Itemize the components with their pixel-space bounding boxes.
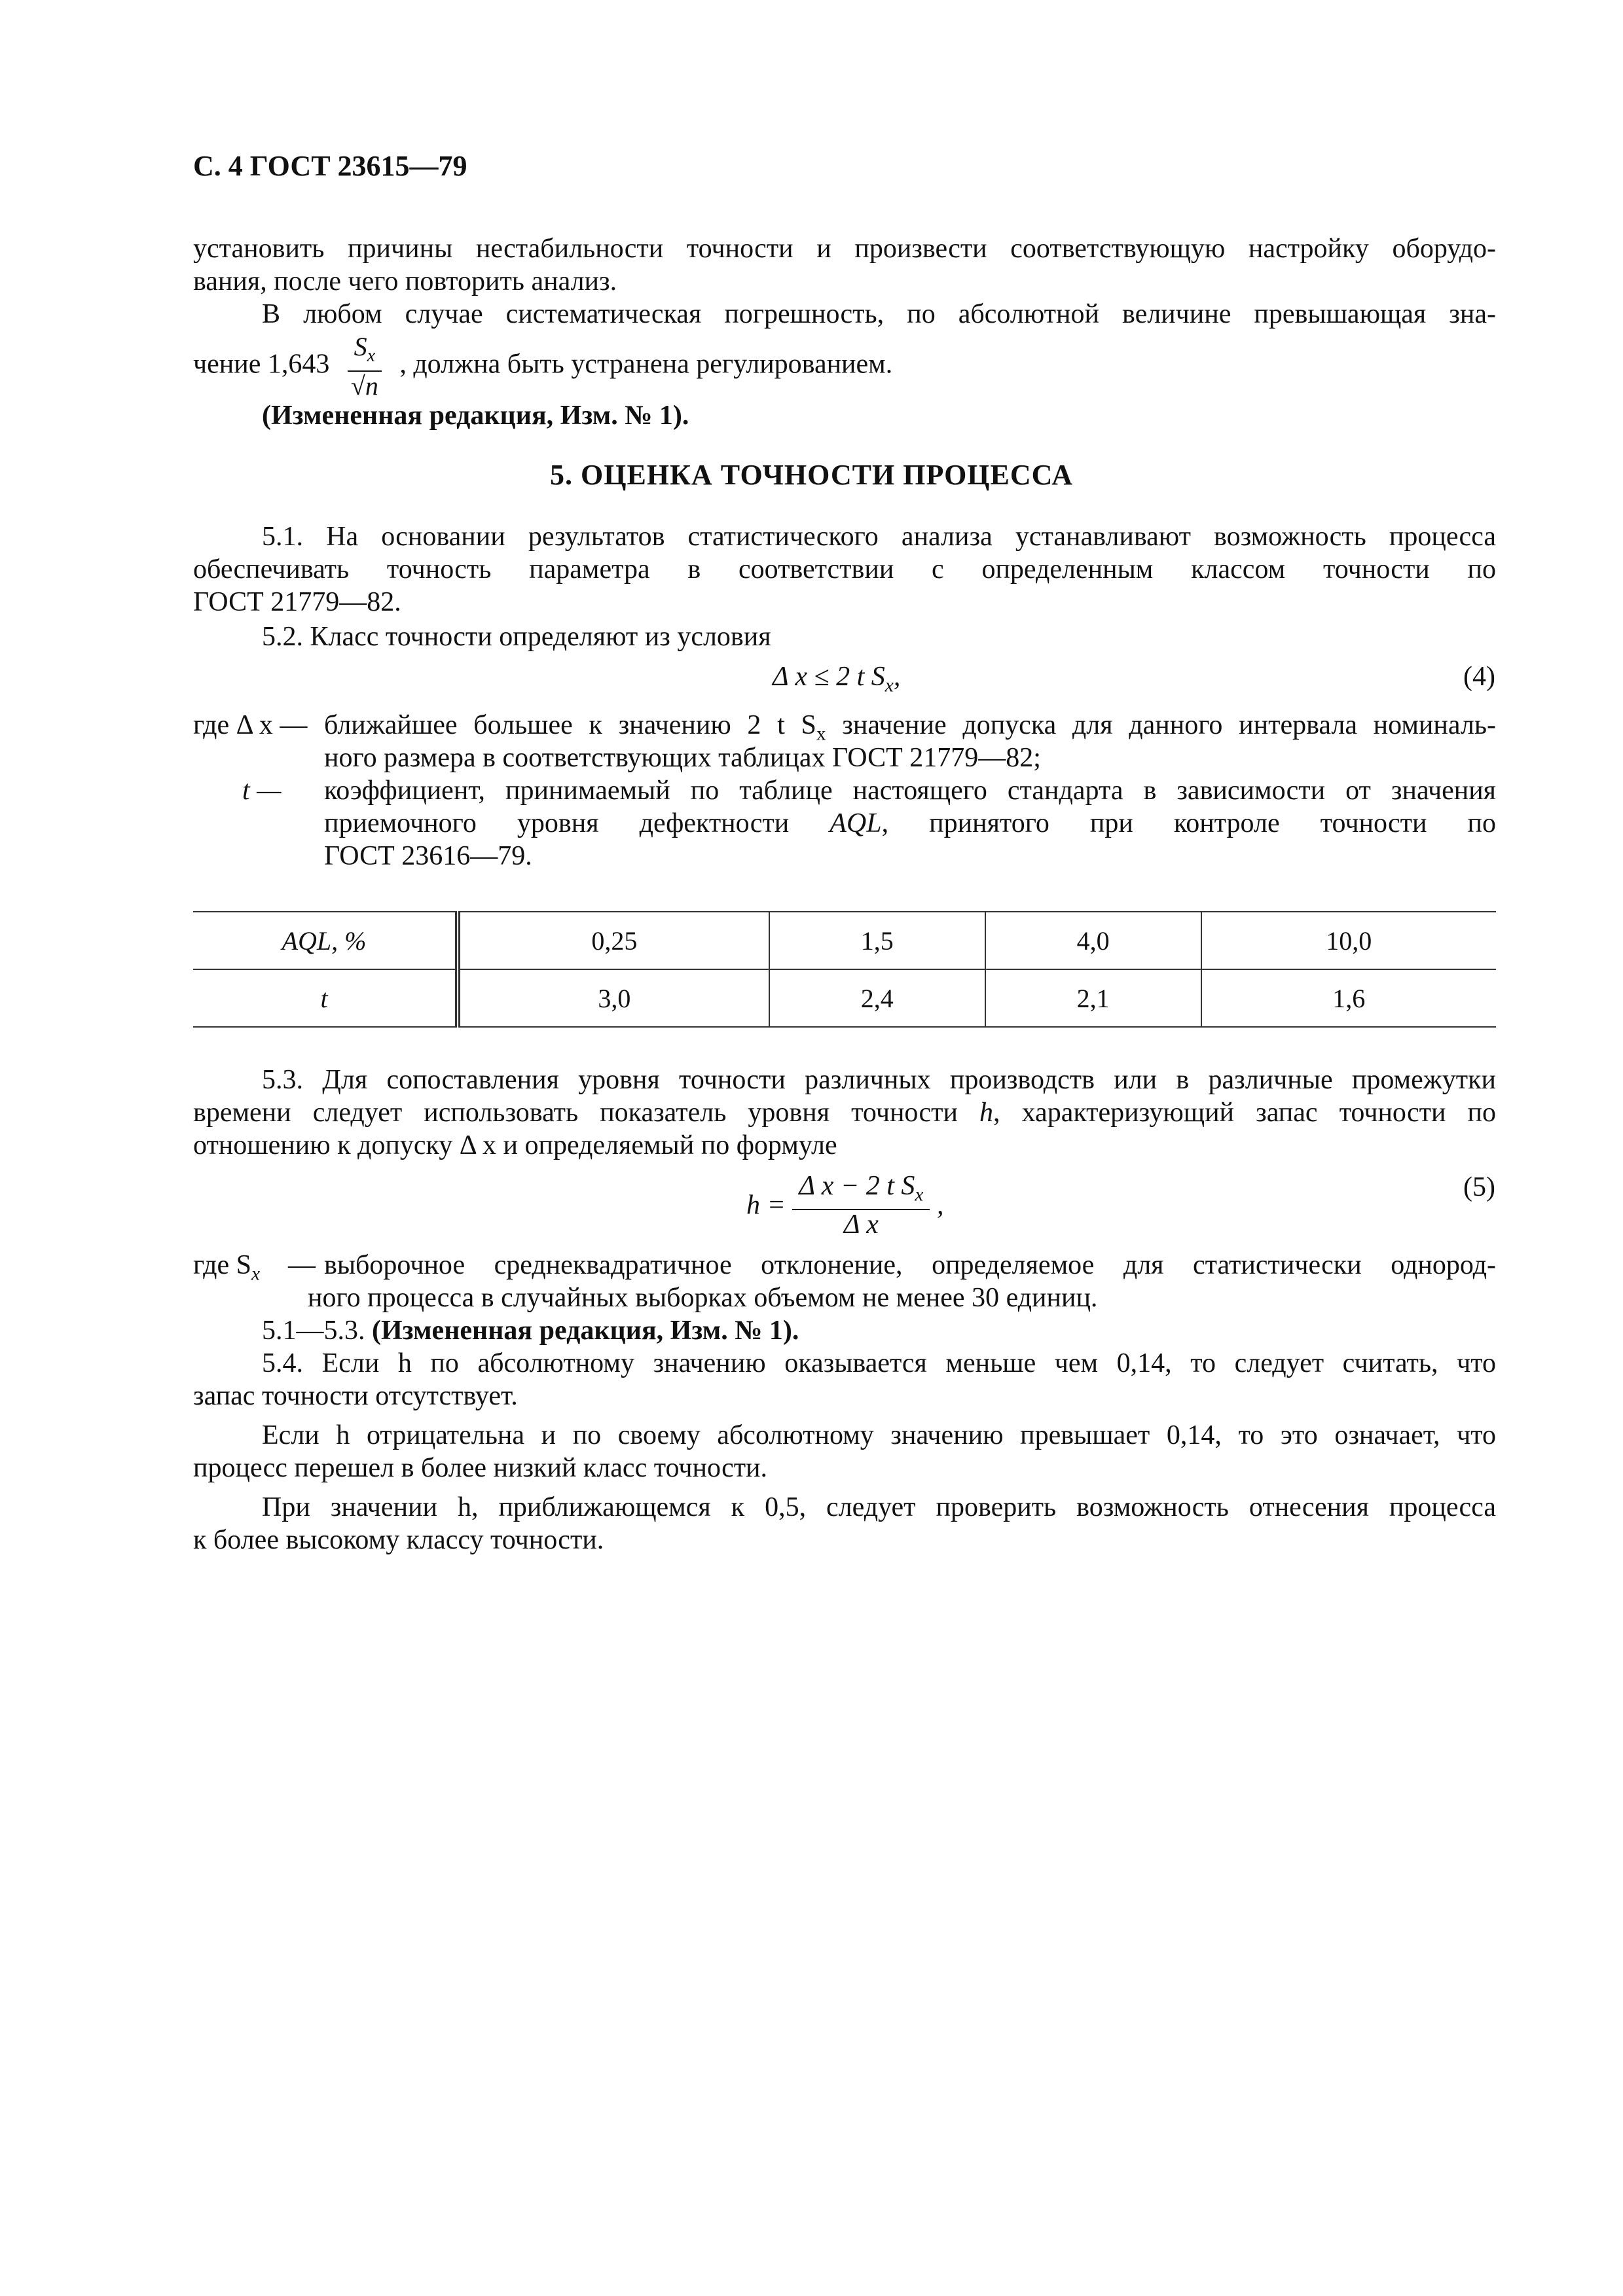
formula5-num-sub: x bbox=[915, 1184, 924, 1206]
para1-line1: установить причины нестабильности точности и произвести соответствующую настройку оборудо- bbox=[193, 234, 1496, 264]
para1-line2: вания, после чего повторить анализ. bbox=[193, 266, 617, 296]
p55-line1: Если h отрицательна и по своему абсолютному значению превышает 0,14, то это означает, что bbox=[262, 1420, 1496, 1450]
para2-formula-line bbox=[193, 332, 892, 401]
where1-term: где Δ x — bbox=[193, 710, 308, 740]
p54-line1: 5.4. Если h по абсолютному значению оказывается меньше чем 0,14, то следует считать, что bbox=[262, 1348, 1496, 1378]
where2-term: t — bbox=[242, 776, 282, 806]
where3-line2: ного процесса в случайных выборках объемом не менее 30 единиц. bbox=[308, 1283, 1098, 1313]
frac-num-sub: x bbox=[367, 346, 376, 366]
formula5-fraction bbox=[792, 1172, 930, 1239]
where1-sub: x bbox=[816, 723, 826, 745]
where3-dash: — bbox=[288, 1250, 316, 1280]
where3-term-sub: x bbox=[251, 1263, 261, 1285]
table-cell: 1,6 bbox=[1201, 969, 1496, 1027]
p52: 5.2. Класс точности определяют из условия bbox=[262, 622, 771, 652]
where1-line2: ного размера в соответствующих таблицах ГОСТ 21779—82; bbox=[324, 743, 1041, 773]
formula5-tail: , bbox=[936, 1190, 944, 1221]
p51-line2: обеспечивать точность параметра в соответствии с определенным классом точности по bbox=[193, 554, 1496, 584]
where1-line1a: ближайшее большее к значению 2 t S bbox=[324, 710, 816, 740]
p51-53-bold: (Измененная редакция, Изм. № 1). bbox=[372, 1316, 799, 1346]
page-header: С. 4 ГОСТ 23615—79 bbox=[193, 150, 467, 182]
p56-line2: к более высокому классу точности. bbox=[193, 1525, 604, 1555]
para2-suffix: , должна быть устранена регулированием. bbox=[399, 349, 893, 380]
p54-line2: запас точности отсутствует. bbox=[193, 1381, 518, 1411]
p51-line3: ГОСТ 21779—82. bbox=[193, 587, 401, 617]
where2-line2a: приемочного уровня дефектности bbox=[324, 808, 830, 838]
section-title: 5. ОЦЕНКА ТОЧНОСТИ ПРОЦЕССА bbox=[550, 459, 1073, 491]
frac-den: √n bbox=[350, 371, 378, 401]
table-cell: 3,0 bbox=[458, 969, 769, 1027]
p51-53-amendment bbox=[262, 1314, 799, 1347]
where3-line1: выборочное среднеквадратичное отклонение, определяемое для статистически однород- bbox=[324, 1250, 1496, 1280]
where1-line1b: значение допуска для данного интервала номиналь- bbox=[826, 710, 1496, 740]
table-cell: 0,25 bbox=[458, 912, 769, 969]
p53-line2c: , характеризующий запас точности по bbox=[993, 1098, 1496, 1128]
formula5-num: Δ x − 2 t S bbox=[799, 1171, 915, 1201]
formula-5 bbox=[746, 1172, 943, 1239]
formula5-lhs: h = bbox=[746, 1190, 786, 1221]
table-header-cell: AQL, % bbox=[193, 912, 458, 969]
formula-4 bbox=[773, 661, 900, 696]
formula4-lhs: Δ x ≤ 2 t S bbox=[773, 662, 885, 692]
table-cell: 2,4 bbox=[769, 969, 985, 1027]
table-header-cell: t bbox=[193, 969, 458, 1027]
p53-line2 bbox=[193, 1096, 1496, 1129]
where2-line1: коэффициент, принимаемый по таблице настоящего стандарта в зависимости от значения bbox=[324, 776, 1496, 806]
table-row bbox=[193, 969, 1496, 1027]
where2-line3: ГОСТ 23616—79. bbox=[324, 841, 532, 871]
amendment-note-1: (Измененная редакция, Изм. № 1). bbox=[262, 401, 689, 431]
para2-line1: В любом случае систематическая погрешность, по абсолютной величине превышающая зна- bbox=[262, 299, 1496, 329]
formula4-tail: , bbox=[893, 662, 901, 692]
table-cell: 4,0 bbox=[985, 912, 1201, 969]
p55-line2: процесс перешел в более низкий класс точности. bbox=[193, 1453, 768, 1483]
p51-53-prefix: 5.1—5.3. bbox=[262, 1316, 365, 1346]
where2-aql: AQL bbox=[830, 808, 882, 838]
p51-line1: 5.1. На основании результатов статистического анализа устанавливают возможность процесса bbox=[262, 522, 1496, 552]
formula5-den: Δ x bbox=[843, 1210, 879, 1240]
where2-line2c: , принятого при контроле точности по bbox=[881, 808, 1497, 838]
table-cell: 2,1 bbox=[985, 969, 1201, 1027]
where3-term-text: где S bbox=[193, 1250, 252, 1280]
sx-over-root-n-fraction bbox=[344, 332, 385, 401]
p53-line1: 5.3. Для сопоставления уровня точности различных производств или в различные промежутки bbox=[262, 1065, 1496, 1095]
p53-line3: отношению к допуску Δ x и определяемый по формуле bbox=[193, 1130, 837, 1160]
p53-line2a: времени следует использовать показатель уровня точности bbox=[193, 1098, 980, 1128]
table-row bbox=[193, 912, 1496, 969]
p53-h: h bbox=[979, 1098, 994, 1128]
aql-table bbox=[193, 911, 1496, 1028]
equation-number-4: (4) bbox=[1463, 662, 1495, 692]
table-cell: 10,0 bbox=[1201, 912, 1496, 969]
p56-line1: При значении h, приближающемся к 0,5, следует проверить возможность отнесения процесса bbox=[262, 1492, 1496, 1522]
frac-num: S bbox=[354, 332, 367, 361]
where3-term bbox=[193, 1249, 260, 1290]
where2-line2 bbox=[324, 807, 1496, 840]
formula4-sub: x bbox=[884, 675, 894, 696]
table-cell: 1,5 bbox=[769, 912, 985, 969]
equation-number-5: (5) bbox=[1463, 1172, 1495, 1202]
para2-prefix: чение 1,643 bbox=[193, 349, 330, 380]
